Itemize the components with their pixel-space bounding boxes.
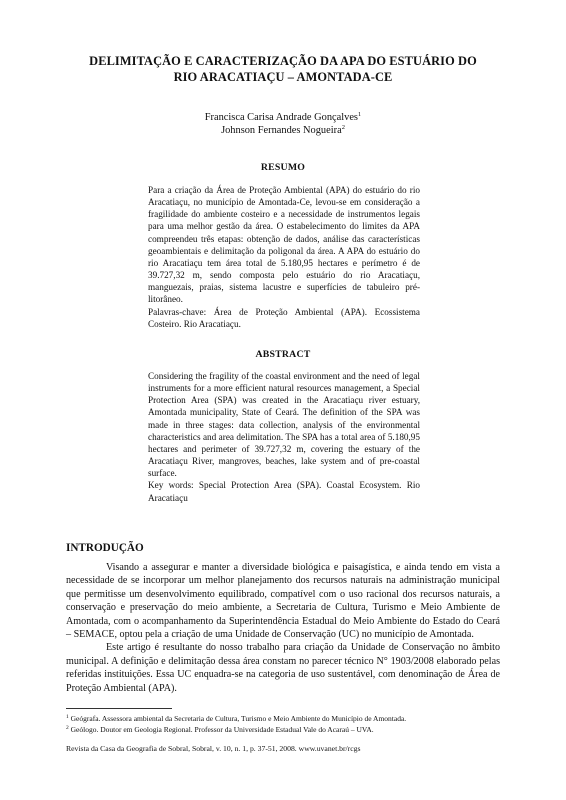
footnote-text: Geógrafa. Assessora ambiental da Secretaria de Cultura, Turismo e Meio Ambiente do Município de Amontada. xyxy=(70,714,407,723)
resumo-keywords: Palavras-chave: Área de Proteção Ambiental (APA). Ecossistema Costeiro. Rio Aracatiaçu. xyxy=(148,306,420,329)
author-name: Francisca Carisa Andrade Gonçalves xyxy=(204,112,358,123)
title-line-1: DELIMITAÇÃO E CARACTERIZAÇÃO DA APA DO ESTUÁRIO DO xyxy=(89,54,477,68)
introducao-paragraph-2: Este artigo é resultante do nosso trabalho para criação da Unidade de Conservação no âmbito municipal. A definição e delimitação dessa área constam no parecer técnico N° 1903/2008 elaborado pelas referidas instituições. Essa UC enquadra-se na categoria de uso sustentável, com denominação de Área de Proteção Ambiental (APA). xyxy=(66,642,500,694)
abstract-block xyxy=(148,370,420,504)
abstract-heading: ABSTRACT xyxy=(255,349,311,360)
author-name: Johnson Fernandes Nogueira xyxy=(221,125,342,136)
footnote-text: Geólogo. Doutor em Geologia Regional. Professor da Universidade Estadual Vale do Acaraú – UVA. xyxy=(70,725,374,734)
resumo-heading: RESUMO xyxy=(260,162,306,173)
introducao-heading: INTRODUÇÃO xyxy=(66,542,144,554)
abstract-paragraph: Considering the fragility of the coastal environment and the need of legal instruments for a more efficient natural resources management, a Special Protection Area (SPA) was created in the Aracatiaçu river estuary, Amontada municipality, State of Ceará. The definition of the SPA was made in three stages: data collection, analysis of the environmental characteristics and area delimitation. The SPA has a total area of 5.180,95 hectares and perimeter of 39.727,32 m, covering the estuary of the Aracatiaçu River, mangroves, beaches, lake system and of pre-coastal surface. xyxy=(148,371,420,479)
footnote-mark: 2 xyxy=(66,725,69,731)
journal-footer: Revista da Casa da Geografia de Sobral, Sobral, v. 10, n. 1, p. 37-51, 2008. www.uvanet.br/rcgs xyxy=(66,744,361,753)
footnote-mark: 1 xyxy=(66,714,69,720)
title-line-2: RIO ARACATIAÇU – AMONTADA-CE xyxy=(173,69,393,84)
resumo-block xyxy=(148,184,420,330)
author-2 xyxy=(0,121,566,137)
abstract-keywords: Key words: Special Protection Area (SPA). Coastal Ecosystem. Rio Aracatiaçu xyxy=(148,480,420,503)
author-footnote-mark: 1 xyxy=(357,111,362,118)
introducao-body xyxy=(66,561,500,695)
introducao-paragraph-1: Visando a assegurar e manter a diversidade biológica e paisagística, e ainda tendo em vista a necessidade de se incorporar um melhor planejamento dos recursos naturais na administração municipal que permitisse um desenvolvimento equilibrado, compatível com o uso racional dos recursos naturais, a conservação e preservação do meio ambiente, a Secretaria de Cultura, Turismo e Meio Ambiente de Amontada, com o acompanhamento da Superintendência Estadual do Meio Ambiente do Estado do Ceará – SEMACE, optou pela a criação de uma Unidade de Conservação (UC) no município de Amontada. xyxy=(66,562,500,641)
footnote-2 xyxy=(66,723,506,735)
resumo-paragraph: Para a criação da Área de Proteção Ambiental (APA) do estuário do rio Aracatiaçu, no município de Amontada-Ce, levou-se em consideração a fragilidade do ambiente costeiro e a necessidade de instrumentos legais para uma melhor gestão da área. O estabelecimento do limites da APA compreendeu três etapas: obtenção de dados, análise das características geoambientais e delimitação da poligonal da área. A APA do estuário do rio Aracatiaçu tem área total de 5.180,95 hectares e perímetro é de 39.727,32 m, sendo composta pelo estuário do rio Aracatiaçu, manguezais, praias, sistema lacustre e superfícies de tabuleiro pré-litorâneo. xyxy=(148,185,420,305)
author-footnote-mark: 2 xyxy=(341,124,345,131)
footnote-divider xyxy=(66,708,172,709)
paper-title xyxy=(60,54,506,85)
